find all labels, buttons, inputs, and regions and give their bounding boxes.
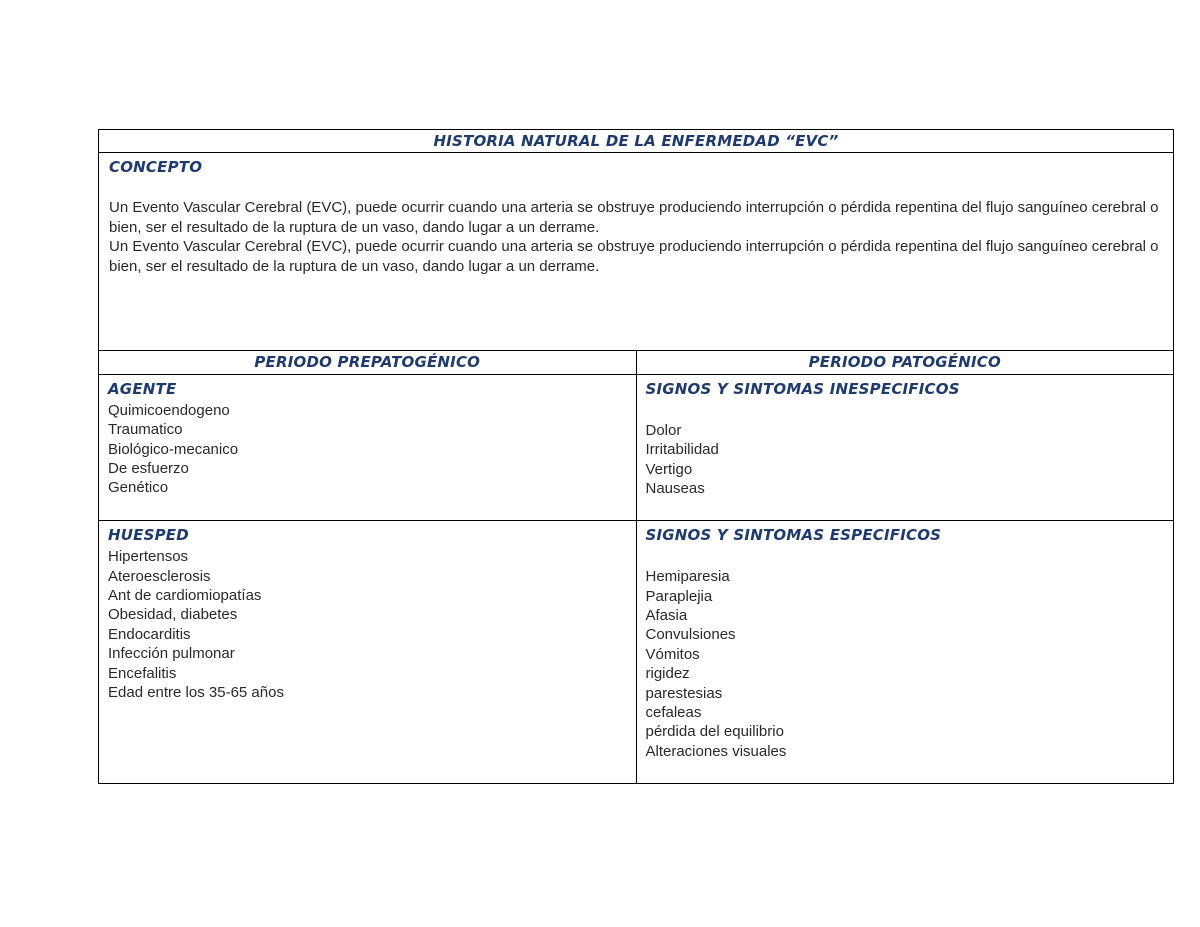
patogenic-period-cell <box>636 350 1174 374</box>
concept-paragraph: Un Evento Vascular Cerebral (EVC), puede ocurrir cuando una arteria se obstruye produciendo interrupción o pérdida repentina del flujo sanguíneo cerebral o bien, ser el resultado de la ruptura de un vaso, dando lugar a un derrame. <box>109 238 1159 275</box>
list-item: Alteraciones visuales <box>645 742 787 760</box>
host-cell <box>99 521 637 784</box>
document-title: HISTORIA NATURAL DE LA ENFERMEDAD “EVC” <box>433 132 839 150</box>
list-item: Irritabilidad <box>645 441 719 459</box>
list-item: Convulsiones <box>645 626 736 644</box>
agent-list <box>108 401 627 498</box>
list-item: parestesias <box>645 684 723 702</box>
prepatogenic-period-heading: PERIODO PREPATOGÉNICO <box>254 352 481 371</box>
nonspecific-signs-list <box>646 421 1165 499</box>
list-item: cefaleas <box>645 704 702 721</box>
host-heading: HUESPED <box>108 526 189 545</box>
list-item: Ateroesclerosis <box>108 567 211 585</box>
list-item: Hemiparesia <box>645 568 730 586</box>
list-item: Encefalitis <box>108 664 177 682</box>
nonspecific-signs-heading: SIGNOS Y SINTOMAS INESPECIFICOS <box>645 379 960 398</box>
list-item: Infección pulmonar <box>108 645 235 663</box>
list-item: Obesidad, diabetes <box>108 606 238 624</box>
list-item: Quimicoendogeno <box>108 401 230 419</box>
list-item: Biológico-mecanico <box>108 440 239 458</box>
list-item: pérdida del equilibrio <box>645 723 784 741</box>
list-item: Vertigo <box>645 460 693 478</box>
agent-heading: AGENTE <box>108 379 177 398</box>
list-item: Genético <box>108 479 169 497</box>
prepatogenic-period-cell <box>99 350 637 374</box>
patogenic-period-heading: PERIODO PATOGÉNICO <box>808 352 1001 371</box>
concept-heading: CONCEPTO <box>109 158 203 177</box>
list-item: Nauseas <box>645 479 705 497</box>
disease-history-table <box>98 129 1174 784</box>
list-item: Hipertensos <box>108 548 189 566</box>
concept-cell <box>99 153 1174 351</box>
list-item: Endocarditis <box>108 625 191 643</box>
concept-paragraph: Un Evento Vascular Cerebral (EVC), puede ocurrir cuando una arteria se obstruye produciendo interrupción o pérdida repentina del flujo sanguíneo cerebral o bien, ser el resultado de la ruptura de un vaso, dando lugar a un derrame. <box>109 199 1159 236</box>
list-item: Paraplejia <box>645 587 713 605</box>
agent-cell <box>99 374 637 520</box>
list-item: rigidez <box>645 665 690 683</box>
list-item: Dolor <box>645 421 682 439</box>
concept-text <box>109 198 1163 276</box>
nonspecific-signs-cell <box>636 374 1174 520</box>
specific-signs-heading: SIGNOS Y SINTOMAS ESPECIFICOS <box>645 526 942 545</box>
table-title-cell <box>99 130 1174 153</box>
list-item: De esfuerzo <box>108 459 189 477</box>
list-item: Edad entre los 35-65 años <box>108 684 284 701</box>
specific-signs-cell <box>636 521 1174 784</box>
host-list <box>108 547 627 702</box>
list-item: Ant de cardiomiopatías <box>108 586 262 604</box>
list-item: Afasia <box>645 606 688 624</box>
list-item: Vómitos <box>645 645 700 663</box>
specific-signs-list <box>646 567 1165 761</box>
list-item: Traumatico <box>108 421 183 439</box>
